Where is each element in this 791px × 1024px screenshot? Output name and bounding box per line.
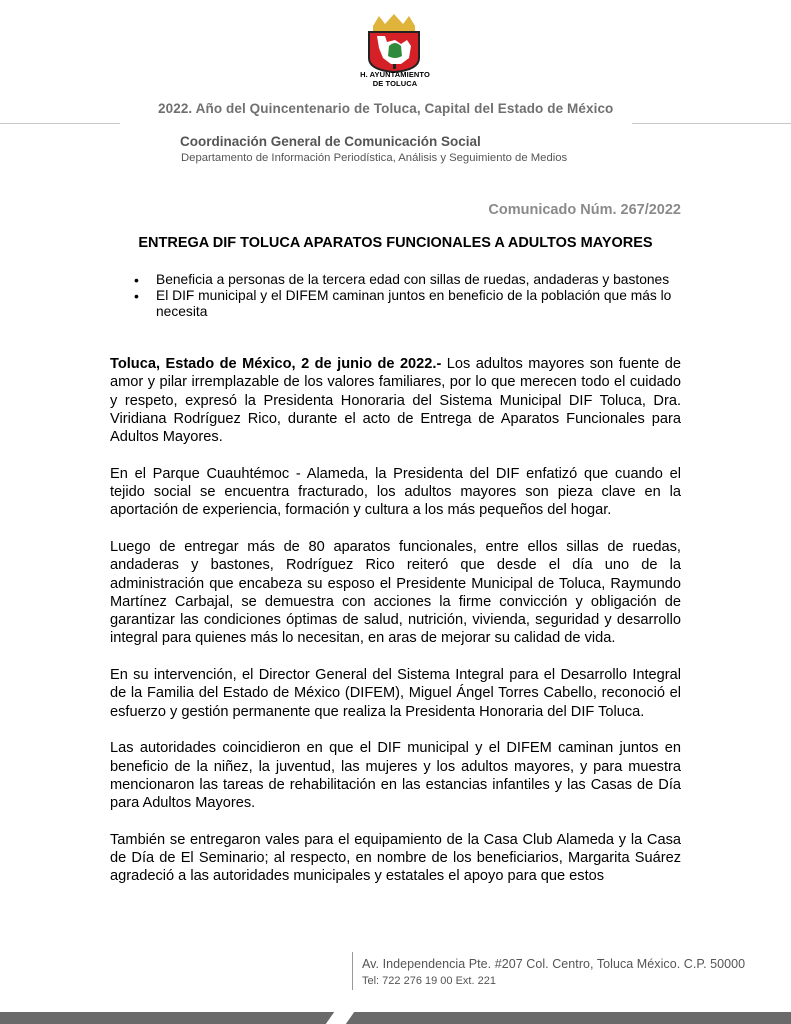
ayuntamiento-line1: H. AYUNTAMIENTO <box>360 70 430 79</box>
header-divider-left <box>0 123 120 124</box>
summary-bullets <box>134 272 679 321</box>
footer-bar <box>0 1012 791 1024</box>
footer-address: Av. Independencia Pte. #207 Col. Centro, Toluca México. C.P. 50000 <box>362 957 746 971</box>
bullet-item: • Beneficia a personas de la tercera edad con sillas de ruedas, andaderas y bastones <box>134 272 679 288</box>
paragraph-lead <box>110 355 681 446</box>
release-number: Comunicado Núm. 267/2022 <box>488 202 681 218</box>
ayuntamiento-label <box>340 70 450 88</box>
paragraph: Las autoridades coincidieron en que el DIF municipal y el DIFEM caminan juntos en beneficio de la niñez, la juventud, las mujeres y los adultos mayores, y para muestra mencionaron las tareas de rehabilitación en las estancias infantiles y las Casas de Día para Adultos Mayores. <box>110 740 681 812</box>
paragraph: En su intervención, el Director General del Sistema Integral para el Desarrollo Integral de la Familia del Estado de México (DIFEM), Miguel Ángel Torres Cabello, reconoció el esfuerzo y gestión permanente que realiza la Presidenta Honoraria del DIF Toluca. <box>110 667 681 720</box>
bullet-item: • El DIF municipal y el DIFEM caminan juntos en beneficio de la población que más lo necesita <box>134 288 679 320</box>
department-subtitle: Departamento de Información Periodística, Análisis y Seguimiento de Medios <box>181 152 568 164</box>
header-divider-right <box>632 123 791 124</box>
headline: ENTREGA DIF TOLUCA APARATOS FUNCIONALES A ADULTOS MAYORES <box>138 235 653 251</box>
paragraph-1-text: Los adultos mayores son fuente de amor y pilar irremplazable de los valores familiares, por lo que merecen todo el cuidado y respeto, expresó la Presidenta Honoraria del Sistema Municipal DIF Toluca, Dra. Viridiana Rodríguez Rico, durante el acto de Entrega de Aparatos Funcionales para Adultos Mayores. <box>110 356 681 446</box>
footer-phone: Tel: 722 276 19 00 Ext. 221 <box>362 975 496 987</box>
footer-divider <box>352 952 353 990</box>
article-body <box>110 355 681 904</box>
coordination-title: Coordinación General de Comunicación Social <box>180 134 481 149</box>
ayuntamiento-line2: DE TOLUCA <box>372 79 418 88</box>
paragraph: Luego de entregar más de 80 aparatos funcionales, entre ellos sillas de ruedas, andaderas y bastones, Rodríguez Rico reiteró que desde el día uno de la administración que encabeza su esposo el Presidente Municipal de Toluca, Raymundo Martínez Carbajal, se demuestra con acciones la firme convicción y obligación de garantizar las condiciones óptimas de salud, nutrición, vivienda, seguridad y desarrollo integral para quienes más lo necesitan, en aras de mejorar su calidad de vida. <box>110 538 681 647</box>
dateline: Toluca, Estado de México, 2 de junio de 2022.- <box>110 356 442 372</box>
year-banner: 2022. Año del Quincentenario de Toluca, Capital del Estado de México <box>158 101 614 116</box>
paragraph: En el Parque Cuauhtémoc - Alameda, la Presidenta del DIF enfatizó que cuando el tejido social se encuentra fracturado, los adultos mayores son pieza clave en la aportación de experiencia, formación y cultura a los más pequeños del hogar. <box>110 465 681 519</box>
paragraph: También se entregaron vales para el equipamiento de la Casa Club Alameda y la Casa de Día de El Seminario; al respecto, en nombre de los beneficiarios, Margarita Suárez agradeció a las autoridades municipales y estatales el apoyo para que estos <box>110 831 681 885</box>
